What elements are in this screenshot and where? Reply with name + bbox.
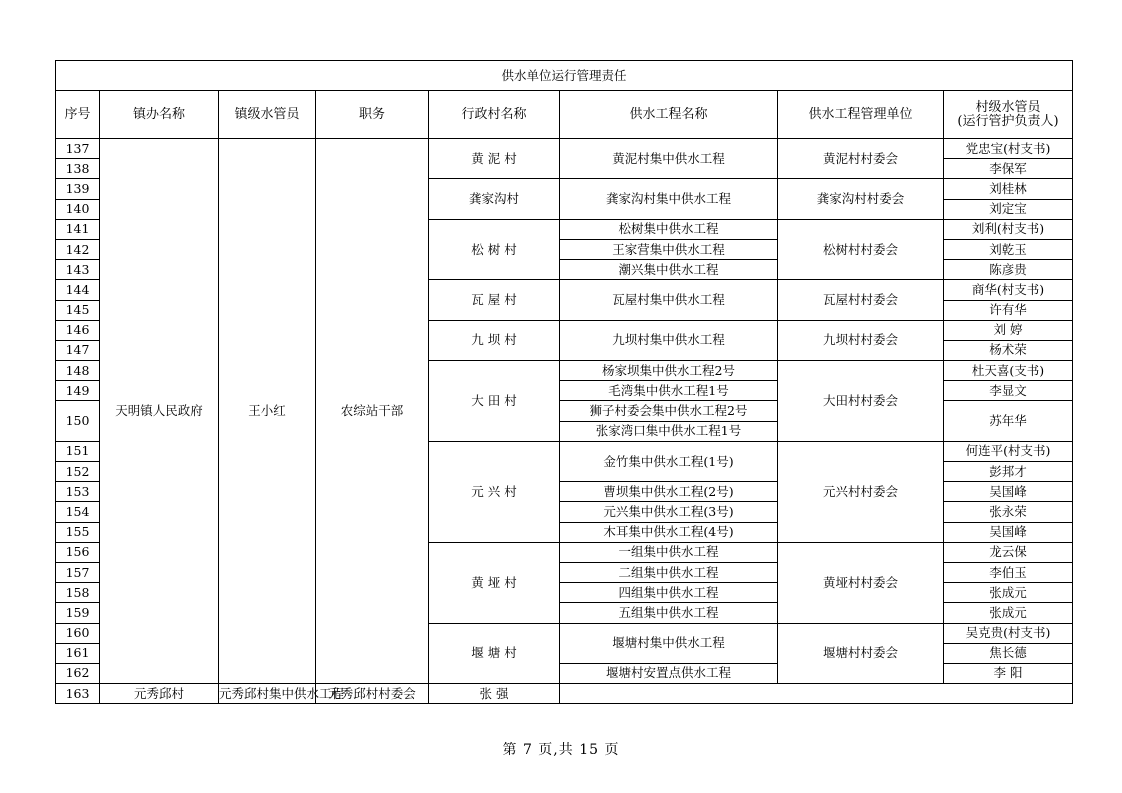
project-cell: 杨家坝集中供水工程2号 (560, 361, 778, 381)
manager-cell: 何连平(村支书) (944, 441, 1073, 461)
village-cell: 黄 泥 村 (429, 139, 560, 179)
header-row (56, 91, 1073, 139)
manager-cell: 张成元 (944, 583, 1073, 603)
project-cell: 元秀邱村集中供水工程 (219, 684, 316, 704)
manager-cell: 刘 婷 (944, 320, 1073, 340)
unit-cell: 瓦屋村村委会 (778, 280, 944, 320)
seq-cell: 146 (56, 320, 100, 340)
seq-cell: 143 (56, 260, 100, 280)
project-cell: 松树集中供水工程 (560, 219, 778, 239)
project-cell: 曹坝集中供水工程(2号) (560, 482, 778, 502)
seq-cell: 153 (56, 482, 100, 502)
project-cell: 五组集中供水工程 (560, 603, 778, 623)
manager-cell: 吴国峰 (944, 482, 1073, 502)
project-cell: 黄泥村集中供水工程 (560, 139, 778, 179)
seq-cell: 145 (56, 300, 100, 320)
header-village-manager-line1: 村级水管员 (975, 99, 1041, 115)
project-cell: 二组集中供水工程 (560, 562, 778, 582)
project-cell: 潮兴集中供水工程 (560, 260, 778, 280)
header-project: 供水工程名称 (560, 91, 778, 139)
seq-cell: 161 (56, 643, 100, 663)
village-cell: 堰 塘 村 (429, 623, 560, 684)
village-cell: 大 田 村 (429, 361, 560, 442)
seq-cell: 163 (56, 684, 100, 704)
seq-cell: 159 (56, 603, 100, 623)
project-cell: 一组集中供水工程 (560, 542, 778, 562)
unit-cell: 九坝村村委会 (778, 320, 944, 360)
seq-cell: 162 (56, 663, 100, 683)
seq-cell: 160 (56, 623, 100, 643)
manager-cell: 彭邦才 (944, 462, 1073, 482)
manager-cell: 吴国峰 (944, 522, 1073, 542)
unit-cell: 龚家沟村村委会 (778, 179, 944, 219)
unit-cell: 堰塘村村委会 (778, 623, 944, 684)
unit-cell: 元兴村村委会 (778, 441, 944, 542)
village-cell: 龚家沟村 (429, 179, 560, 219)
manager-cell: 焦长德 (944, 643, 1073, 663)
project-cell: 九坝村集中供水工程 (560, 320, 778, 360)
village-cell: 九 坝 村 (429, 320, 560, 360)
seq-cell: 151 (56, 441, 100, 461)
header-town-manager: 镇级水管员 (219, 91, 316, 139)
project-cell: 堰塘村安置点供水工程 (560, 663, 778, 683)
manager-cell: 李伯玉 (944, 562, 1073, 582)
project-cell: 元兴集中供水工程(3号) (560, 502, 778, 522)
seq-cell: 148 (56, 361, 100, 381)
seq-cell: 138 (56, 159, 100, 179)
project-cell: 王家营集中供水工程 (560, 239, 778, 259)
seq-cell: 150 (56, 401, 100, 441)
table-row (56, 139, 1073, 159)
seq-cell: 156 (56, 542, 100, 562)
table-row (56, 684, 1073, 704)
manager-cell: 龙云保 (944, 542, 1073, 562)
manager-cell: 张 强 (429, 684, 560, 704)
manager-cell: 杨术荣 (944, 340, 1073, 360)
seq-cell: 141 (56, 219, 100, 239)
header-village-manager (944, 91, 1073, 139)
seq-cell: 139 (56, 179, 100, 199)
manager-cell: 吴克贵(村支书) (944, 623, 1073, 643)
project-cell: 金竹集中供水工程(1号) (560, 441, 778, 481)
manager-cell: 张永荣 (944, 502, 1073, 522)
header-unit: 供水工程管理单位 (778, 91, 944, 139)
seq-cell: 144 (56, 280, 100, 300)
manager-cell: 刘乾玉 (944, 239, 1073, 259)
header-village-manager-line2: (运行管护负责人) (957, 113, 1059, 129)
responsibility-table (55, 60, 1073, 704)
seq-cell: 152 (56, 462, 100, 482)
seq-cell: 142 (56, 239, 100, 259)
village-cell: 元秀邱村 (100, 684, 219, 704)
page-footer: 第 7 页,共 15 页 (502, 742, 620, 758)
manager-cell: 刘桂林 (944, 179, 1073, 199)
project-cell: 龚家沟村集中供水工程 (560, 179, 778, 219)
project-cell: 木耳集中供水工程(4号) (560, 522, 778, 542)
project-cell: 堰塘村集中供水工程 (560, 623, 778, 663)
manager-cell: 苏年华 (944, 401, 1073, 441)
unit-cell: 大田村村委会 (778, 361, 944, 442)
project-cell: 瓦屋村集中供水工程 (560, 280, 778, 320)
unit-cell: 松树村村委会 (778, 219, 944, 280)
manager-cell: 许有华 (944, 300, 1073, 320)
seq-cell: 147 (56, 340, 100, 360)
manager-cell: 党忠宝(村支书) (944, 139, 1073, 159)
header-village: 行政村名称 (429, 91, 560, 139)
manager-cell: 刘定宝 (944, 199, 1073, 219)
header-position: 职务 (316, 91, 429, 139)
village-cell: 元 兴 村 (429, 441, 560, 542)
town-manager-cell: 王小红 (219, 139, 316, 684)
seq-cell: 155 (56, 522, 100, 542)
unit-cell: 黄垭村村委会 (778, 542, 944, 623)
village-cell: 松 树 村 (429, 219, 560, 280)
manager-cell: 刘利(村支书) (944, 219, 1073, 239)
position-cell: 农综站干部 (316, 139, 429, 684)
manager-cell: 杜天喜(支书) (944, 361, 1073, 381)
header-seq: 序号 (56, 91, 100, 139)
project-cell: 狮子村委会集中供水工程2号 (560, 401, 778, 421)
project-cell: 毛湾集中供水工程1号 (560, 381, 778, 401)
project-cell: 张家湾口集中供水工程1号 (560, 421, 778, 441)
manager-cell: 陈彦贵 (944, 260, 1073, 280)
seq-cell: 137 (56, 139, 100, 159)
project-cell: 四组集中供水工程 (560, 583, 778, 603)
unit-cell: 黄泥村村委会 (778, 139, 944, 179)
seq-cell: 140 (56, 199, 100, 219)
table-title: 供水单位运行管理责任 (56, 61, 1073, 91)
responsibility-sheet (55, 60, 1072, 705)
seq-cell: 157 (56, 562, 100, 582)
header-town: 镇办名称 (100, 91, 219, 139)
village-cell: 瓦 屋 村 (429, 280, 560, 320)
manager-cell: 张成元 (944, 603, 1073, 623)
seq-cell: 158 (56, 583, 100, 603)
unit-cell: 元秀邱村村委会 (316, 684, 429, 704)
manager-cell: 李保军 (944, 159, 1073, 179)
town-name-cell: 天明镇人民政府 (100, 139, 219, 684)
manager-cell: 李 阳 (944, 663, 1073, 683)
manager-cell: 商华(村支书) (944, 280, 1073, 300)
manager-cell: 李显文 (944, 381, 1073, 401)
seq-cell: 149 (56, 381, 100, 401)
village-cell: 黄 垭 村 (429, 542, 560, 623)
seq-cell: 154 (56, 502, 100, 522)
